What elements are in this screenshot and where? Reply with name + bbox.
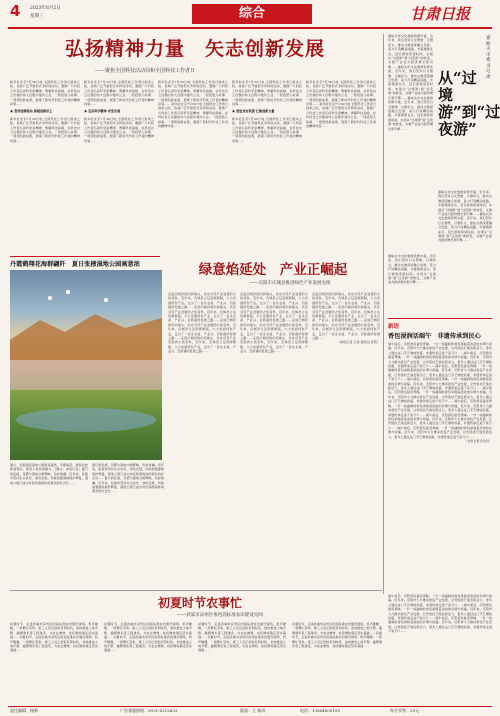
footer [0, 706, 500, 716]
photo-story-rule [10, 256, 160, 257]
page-number: 4 [10, 2, 21, 20]
lower-right-label: 新语 [388, 324, 400, 330]
lower-right-headline: 香包浸润话端午 非遗传承到民心 [388, 333, 481, 340]
issue-weekday: 星期三 [30, 14, 44, 19]
lead-body-col-1: 新华社北京7月30日电 全国科技工作者日到来之际，各地广泛开展形式多样的活动，激励广大科技工作者弘扬科学家精神，勇攀科技高峰，在科技自立自强的伟大征程中建功立业。一段段感人故事、一项项创新成果，展现了新时代科技工作者的精神风貌…… ★ 坚持创新驱动 厚植创新沃土 新华社北京7月30日电 全国科技工作者日到来之际，各地广泛开展形式多样的活动，激励广大科技工作者弘扬科学家精神，勇攀科技高峰，在科技自立自强的伟大征程中建功立业。一段段感人故事、一项项创新成果，展现了新时代科技工作者的精神风貌…… [10, 80, 80, 143]
column-label: 嘉峪关市委书记谈 [486, 36, 491, 80]
footer-layout: 版面：王 新雨 [240, 708, 266, 713]
right-col-divider [383, 34, 384, 594]
lead-kicker-2: ★ 弘扬科学精神 攻坚克难 [84, 109, 121, 114]
bottom-headline: 初夏时节农事忙 [157, 596, 242, 610]
bottom-rule [10, 590, 382, 591]
footer-rule [8, 706, 492, 707]
footer-price: 每月零售：29元 [390, 708, 420, 713]
section-label: 综合 [238, 6, 265, 21]
column-body-3: 嘉峪关市文化旅游资源丰富，近年来，我们坚持以文塑旅、以旅彰文，推动文旅深度融合发展，着力打造精品线路，丰富旅游业态，延长游客停留时间，实现从“过境游”到“过夜游”的转变，文旅产业成为经济增长新引擎…… [388, 254, 436, 285]
footer-hotline: 广告客服热线：0931-8212653 [120, 708, 178, 713]
footer-phone: 电话：13884000100 [300, 708, 340, 713]
bottom-right-body: 端午前后，庆阳香包备受青睐。一针一线缝制的香包承载着浓浓的乡情与祝福。近年来，庆阳市大力推动香包产业发展，让传统技艺焕发新活力，更多人通过这门手艺增收致富，非遗传承走进千家万户……端午前后，庆阳香包备受青睐。一针一线缝制的香包承载着浓浓的乡情与祝福。近年来，庆阳市大力推动香包产业发展，让传统技艺焕发新活力，更多人通过这门手艺增收致富，非遗传承走进千家万户……端午前后，庆阳香包备受青睐。一针一线缝制的香包承载着浓浓的乡情与祝福。近年来，庆阳市大力推动香包产业发展，让传统技艺焕发新活力，更多人通过这门手艺增收致富，非遗传承走进千家万户…… [388, 594, 492, 634]
issue-date: 2023年8月2日 [30, 6, 61, 11]
wetland-illustration [10, 270, 162, 460]
photo-caption: 夏日，张掖国家湿地公园绿意盎然，鸟翔鱼跃，游客在此休闲观光，感受大自然的魅力。（图文：本报记者）夏日的张掖，丹霞与湿地交相辉映，色彩斑斓。近年来，张掖市坚持生态优先、绿色发展，持续加强湿地保护修复，湿地公园已成为市民和游客休闲观光的好去处…… [10, 463, 88, 485]
lead-body-col-3: 新华社北京7月30日电 全国科技工作者日到来之际，各地广泛开展形式多样的活动，激励广大科技工作者弘扬科学家精神，勇攀科技高峰，在科技自立自强的伟大征程中建功立业。一段段感人故事、一项项创新成果，展现了新时代科技工作者的精神风貌…… 新华社北京7月30日电 全国科技工作者日到来之际，各地广泛开展形式多样的活动，激励广大科技工作者弘扬科学家精神，勇攀科技高峰，在科技自立自强的伟大征程中建功立业。一段段感人故事、一项项创新成果，展现了新时代科技工作者的精神风貌…… [158, 80, 228, 129]
column-body-2: 嘉峪关市文化旅游资源丰富，近年来，我们坚持以文塑旅、以旅彰文，推动文旅深度融合发展，着力打造精品线路，丰富旅游业态，延长游客停留时间，实现从“过境游”到“过夜游”的转变，文旅产业成为经济增长新引擎……嘉峪关市文化旅游资源丰富，近年来，我们坚持以文塑旅、以旅彰文，推动文旅深度融合发展，着力打造精品线路，丰富旅游业态，延长游客停留时间，实现从“过境游”到“过夜游”的转变，文旅产业成为经济增长新引擎…… [438, 190, 492, 243]
lead-headline: 弘扬精神力量 矢志创新发展 [64, 38, 325, 60]
center-subtitle: ——庆阳市庆城县推进绿色产业发展见闻 [249, 281, 331, 286]
column-headline: 从“过境游”到“过夜游” [438, 69, 500, 138]
bottom-subtitle: ——武威市凉州区推进高标准农田建设见闻 [177, 613, 263, 618]
bottom-body-col-1: 初夏时节，走进武威市凉州区的高标准农田建设现场，机声隆隆，一派繁忙景象。施工人员正抢抓有利时机，加快推进土地平整、灌溉渠系等工程建设，为农业增效、农民增收奠定坚实基础……初夏时节，走进武威市凉州区的高标准农田建设现场，机声隆隆，一派繁忙景象。施工人员正抢抓有利时机，加快推进土地平整、灌溉渠系等工程建设，为农业增效、农民增收奠定坚实基础…… [10, 622, 98, 653]
bottom-body-col-4: 初夏时节，走进武威市凉州区的高标准农田建设现场，机声隆隆，一派繁忙景象。施工人员正抢抓有利时机，加快推进土地平整、灌溉渠系等工程建设，为农业增效、农民增收奠定坚实基础……初夏时节，走进武威市凉州区的高标准农田建设现场，机声隆隆，一派繁忙景象。施工人员正抢抓有利时机，加快推进土地平整、灌溉渠系等工程建设，为农业增效、农民增收奠定坚实基础…… [292, 622, 382, 649]
lower-right-byline: （甘肃日报评论员） [464, 438, 492, 443]
center-author: （本报记者 王斌 通讯员 李莉） [336, 340, 380, 345]
photo-story-body: 夏日的张掖，丹霞与湿地交相辉映，色彩斑斓。近年来，张掖市坚持生态优先、绿色发展，持续加强湿地保护修复，湿地公园已成为市民和游客休闲观光的好去处……夏日的张掖，丹霞与湿地交相辉映，色彩斑斓。近年来，张掖市坚持生态优先、绿色发展，持续加强湿地保护修复，湿地公园已成为市民和游客休闲观光的好去处…… [92, 463, 164, 494]
photo-story-image [10, 270, 162, 460]
masthead [0, 0, 500, 30]
column-body-1: 嘉峪关市文化旅游资源丰富，近年来，我们坚持以文塑旅、以旅彰文，推动文旅深度融合发展，着力打造精品线路，丰富旅游业态，延长游客停留时间，实现从“过境游”到“过夜游”的转变，文旅产业成为经济增长新引擎……嘉峪关市文化旅游资源丰富，近年来，我们坚持以文塑旅、以旅彰文，推动文旅深度融合发展，着力打造精品线路，丰富旅游业态，延长游客停留时间，实现从“过境游”到“过夜游”的转变，文旅产业成为经济增长新引擎……嘉峪关市文化旅游资源丰富，近年来，我们坚持以文塑旅、以旅彰文，推动文旅深度融合发展，着力打造精品线路，丰富旅游业态，延长游客停留时间，实现从“过境游”到“过夜游”的转变，文旅产业成为经济增长新引擎…… [388, 34, 433, 131]
lead-body-col-4: 新华社北京7月30日电 全国科技工作者日到来之际，各地广泛开展形式多样的活动，激励广大科技工作者弘扬科学家精神，勇攀科技高峰，在科技自立自强的伟大征程中建功立业。一段段感人故事、一项项创新成果，展现了新时代科技工作者的精神风貌…… ★ 营造良好氛围 汇聚创新力量 新华社北京7月30日电 全国科技工作者日到来之际，各地广泛开展形式多样的活动，激励广大科技工作者弘扬科学家精神，勇攀科技高峰，在科技自立自强的伟大征程中建功立业。一段段感人故事、一项项创新成果，展现了新时代科技工作者的精神风貌…… [232, 80, 302, 143]
center-body-col-3: 走进庆城县的田间地头，处处可见产业发展的火热景象。近年来，庆城县立足资源禀赋，大力发展特色产业，走出了一条生态美、产业兴、百姓富的发展之路……走进庆城县的田间地头，处处可见产业发展的火热景象。近年来，庆城县立足资源禀赋，大力发展特色产业，走出了一条生态美、产业兴、百姓富的发展之路……走进庆城县的田间地头，处处可见产业发展的火热景象。近年来，庆城县立足资源禀赋，大力发展特色产业，走出了一条生态美、产业兴、百姓富的发展之路…… （本报记者 王斌 通讯员 李莉） [312, 292, 380, 345]
lower-right-rule [388, 318, 492, 319]
lead-kicker-1: ★ 坚持创新驱动 厚植创新沃土 [10, 109, 53, 114]
paper-logo: 甘肃日报 [410, 5, 471, 23]
lead-body-col-2: 新华社北京7月30日电 全国科技工作者日到来之际，各地广泛开展形式多样的活动，激励广大科技工作者弘扬科学家精神，勇攀科技高峰，在科技自立自强的伟大征程中建功立业。一段段感人故事、一项项创新成果，展现了新时代科技工作者的精神风貌…… ★ 弘扬科学精神 攻坚克难 新华社北京7月30日电 全国科技工作者日到来之际，各地广泛开展形式多样的活动，激励广大科技工作者弘扬科学家精神，勇攀科技高峰，在科技自立自强的伟大征程中建功立业。一段段感人故事、一项项创新成果，展现了新时代科技工作者的精神风貌…… [84, 80, 154, 143]
lead-kicker-3: ★ 营造良好氛围 汇聚创新力量 [232, 109, 275, 114]
center-body-col-1: 走进庆城县的田间地头，处处可见产业发展的火热景象。近年来，庆城县立足资源禀赋，大力发展特色产业，走出了一条生态美、产业兴、百姓富的发展之路……走进庆城县的田间地头，处处可见产业发展的火热景象。近年来，庆城县立足资源禀赋，大力发展特色产业，走出了一条生态美、产业兴、百姓富的发展之路……走进庆城县的田间地头，处处可见产业发展的火热景象。近年来，庆城县立足资源禀赋，大力发展特色产业，走出了一条生态美、产业兴、百姓富的发展之路……走进庆城县的田间地头，处处可见产业发展的火热景象。近年来，庆城县立足资源禀赋，大力发展特色产业，走出了一条生态美、产业兴、百姓富的发展之路…… [168, 292, 236, 354]
footer-editor: 责任编辑：杨新 [10, 708, 38, 713]
lower-right-body: 端午前后，庆阳香包备受青睐。一针一线缝制的香包承载着浓浓的乡情与祝福。近年来，庆阳市大力推动香包产业发展，让传统技艺焕发新活力，更多人通过这门手艺增收致富，非遗传承走进千家万户……端午前后，庆阳香包备受青睐。一针一线缝制的香包承载着浓浓的乡情与祝福。近年来，庆阳市大力推动香包产业发展，让传统技艺焕发新活力，更多人通过这门手艺增收致富，非遗传承走进千家万户……端午前后，庆阳香包备受青睐。一针一线缝制的香包承载着浓浓的乡情与祝福。近年来，庆阳市大力推动香包产业发展，让传统技艺焕发新活力，更多人通过这门手艺增收致富，非遗传承走进千家万户……端午前后，庆阳香包备受青睐。一针一线缝制的香包承载着浓浓的乡情与祝福。近年来，庆阳市大力推动香包产业发展，让传统技艺焕发新活力，更多人通过这门手艺增收致富，非遗传承走进千家万户……端午前后，庆阳香包备受青睐。一针一线缝制的香包承载着浓浓的乡情与祝福。近年来，庆阳市大力推动香包产业发展，让传统技艺焕发新活力，更多人通过这门手艺增收致富，非遗传承走进千家万户……端午前后，庆阳香包备受青睐。一针一线缝制的香包承载着浓浓的乡情与祝福。近年来，庆阳市大力推动香包产业发展，让传统技艺焕发新活力，更多人通过这门手艺增收致富，非遗传承走进千家万户……端午前后，庆阳香包备受青睐。一针一线缝制的香包承载着浓浓的乡情与祝福。近年来，庆阳市大力推动香包产业发展，让传统技艺焕发新活力，更多人通过这门手艺增收致富，非遗传承走进千家万户……端午前后，庆阳香包备受青睐。一针一线缝制的香包承载着浓浓的乡情与祝福。近年来，庆阳市大力推动香包产业发展，让传统技艺焕发新活力，更多人通过这门手艺增收致富，非遗传承走进千家万户…… （甘肃日报评论员） [388, 342, 492, 443]
bottom-body-col-3: 初夏时节，走进武威市凉州区的高标准农田建设现场，机声隆隆，一派繁忙景象。施工人员正抢抓有利时机，加快推进土地平整、灌溉渠系等工程建设，为农业增效、农民增收奠定坚实基础……初夏时节，走进武威市凉州区的高标准农田建设现场，机声隆隆，一派繁忙景象。施工人员正抢抓有利时机，加快推进土地平整、灌溉渠系等工程建设，为农业增效、农民增收奠定坚实基础…… [198, 622, 286, 653]
center-body-col-2: 走进庆城县的田间地头，处处可见产业发展的火热景象。近年来，庆城县立足资源禀赋，大力发展特色产业，走出了一条生态美、产业兴、百姓富的发展之路……走进庆城县的田间地头，处处可见产业发展的火热景象。近年来，庆城县立足资源禀赋，大力发展特色产业，走出了一条生态美、产业兴、百姓富的发展之路……走进庆城县的田间地头，处处可见产业发展的火热景象。近年来，庆城县立足资源禀赋，大力发展特色产业，走出了一条生态美、产业兴、百姓富的发展之路……走进庆城县的田间地头，处处可见产业发展的火热景象。近年来，庆城县立足资源禀赋，大力发展特色产业，走出了一条生态美、产业兴、百姓富的发展之路…… [240, 292, 308, 354]
lead-body-col-5: 新华社北京7月30日电 全国科技工作者日到来之际，各地广泛开展形式多样的活动，激励广大科技工作者弘扬科学家精神，勇攀科技高峰，在科技自立自强的伟大征程中建功立业。一段段感人故事、一项项创新成果，展现了新时代科技工作者的精神风貌…… 新华社北京7月30日电 全国科技工作者日到来之际，各地广泛开展形式多样的活动，激励广大科技工作者弘扬科学家精神，勇攀科技高峰，在科技自立自强的伟大征程中建功立业。一段段感人故事、一项项创新成果，展现了新时代科技工作者的精神风貌…… [306, 80, 376, 129]
bottom-body-col-2: 初夏时节，走进武威市凉州区的高标准农田建设现场，机声隆隆，一派繁忙景象。施工人员正抢抓有利时机，加快推进土地平整、灌溉渠系等工程建设，为农业增效、农民增收奠定坚实基础……初夏时节，走进武威市凉州区的高标准农田建设现场，机声隆隆，一派繁忙景象。施工人员正抢抓有利时机，加快推进土地平整、灌溉渠系等工程建设，为农业增效、农民增收奠定坚实基础…… [104, 622, 192, 653]
center-headline: 绿意焰延处 产业正崛起 [198, 262, 348, 278]
lead-subtitle: ——聚焦全国科技活动周和全国科技工作者日 [95, 68, 196, 74]
masthead-rule [8, 27, 492, 29]
photo-story-title: 丹霞鹤翔花海群翩阡 夏日张掖湿地公园画意浓 [10, 261, 140, 268]
